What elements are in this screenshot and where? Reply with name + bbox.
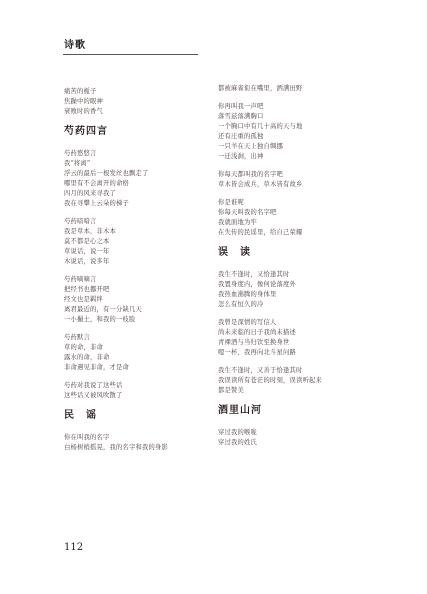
poem-line: 芍药对我说了这些话 (64, 382, 123, 389)
poem-line: 痛苦的栀子 (64, 88, 97, 95)
poem-line: 你再叫我一声吧 (218, 103, 264, 110)
poem-line: 把经书也挪开吧 (64, 286, 110, 293)
poem-line: 芍药默言 (64, 334, 90, 341)
poem-line: 我“将离” (64, 160, 91, 167)
section-title: 诗歌 (64, 40, 86, 51)
poem-line: 一小撮土，和我的一枝脸 (64, 316, 136, 323)
poem-line: 经文也是羁绊 (64, 296, 103, 303)
poem-line: 芍药喑喑言 (64, 218, 97, 225)
poem-line: 你是谁呢 (218, 199, 244, 206)
stanza (218, 318, 368, 358)
poem-line: 你每天都叫我的名字吧 (218, 171, 283, 178)
poem-line: 四月的风来寻我了 (64, 190, 116, 197)
stanza (218, 198, 368, 238)
poem-line: 芍药嘀嘀言 (64, 276, 97, 283)
poem-line: 穿过我的喉咙 (218, 429, 257, 436)
poem-line: 我在寻攀上云朵的梯子 (64, 200, 129, 207)
stanza (64, 275, 214, 325)
stanza (64, 381, 214, 401)
poem-line: 我就面地为牢 (218, 219, 257, 226)
header-rule (63, 54, 198, 55)
page-number: 112 (64, 542, 84, 553)
poem-line: 我生不逢时，又恰逢其时 (218, 271, 290, 278)
stanza (64, 433, 214, 453)
poem-line: 穿过我的姓氏 (218, 439, 257, 446)
poem-line: 你每天叫我的名字吧 (218, 209, 277, 216)
poem-title: 民 谣 (64, 410, 97, 421)
poem-line: 离君最近的，有一分缺几天 (64, 306, 142, 313)
poem-line: 我置身度内，像何论落度外 (218, 281, 296, 288)
poem-line: 一个胸口中有几十高的天与地 (218, 123, 303, 130)
poem-line: 芍药悠悠言 (64, 150, 97, 157)
poem-line: 一只羊在天上独自绸挪 (218, 143, 283, 150)
poem-line: 草木皆会成兵，草木皆有故乡 (218, 181, 303, 188)
poem-line: 莫不都是心之本 (64, 238, 110, 245)
stanza (64, 149, 214, 209)
poem-line: 还有庄重的孤独 (218, 133, 264, 140)
poem-line: 焦躁中的眼神 (64, 98, 103, 105)
stanza (64, 87, 214, 117)
poem-line: 怎么有恒久的冷 (218, 301, 264, 308)
poem-line: 一迁浅涧，出神 (218, 153, 264, 160)
stanza (218, 366, 368, 396)
stanza (64, 333, 214, 373)
poem-line: 草说话，说一年 (64, 248, 110, 255)
poem-line: 都被麻雀衔在嘴里，洒满田野 (218, 85, 303, 92)
poem-line: 衰败时的香气 (64, 108, 103, 115)
poem-line: 露水的命，非命 (64, 354, 110, 361)
poem-line: 你在叫我的名字 (64, 434, 110, 441)
poem-line: 木说话，说多年 (64, 258, 110, 265)
poem-line: 我生不逢时，又善于恰逢其时 (218, 367, 303, 374)
stanza (218, 102, 368, 162)
poem-title: 芍药四言 (64, 126, 108, 137)
poem-line: 落雪兹落满胸口 (218, 113, 264, 120)
right-column (218, 84, 368, 456)
poem-line: 青裸酒与当归饮至换身世 (218, 339, 290, 346)
poem-line: 在失传的民谣里，给自己荣耀 (218, 229, 303, 236)
poem-line: 我曾是深情的写信人 (218, 319, 277, 326)
poem-line: 嗯一杯，我再向北斗星问路 (218, 349, 296, 356)
poem-line: 哪里有不会离开的命格 (64, 180, 129, 187)
poem-line: 我误读所有苍茫的时刻，误读听起来 (218, 377, 322, 384)
poem-line: 这些话又被风吹散了 (64, 392, 123, 399)
poem-title: 酒里山河 (218, 405, 262, 416)
poem-line: 我是草本，非木本 (64, 228, 116, 235)
poem-line: 草的命，非命 (64, 344, 103, 351)
stanza (218, 84, 368, 94)
left-column (64, 87, 214, 461)
poem-line: 我热血沸腾的身体里 (218, 291, 277, 298)
stanza (64, 217, 214, 267)
poem-line: 非命遇见非命，才是命 (64, 364, 129, 371)
poem-line: 尚未来临的日子我尚未描述 (218, 329, 296, 336)
poem-line: 浮云的最后一根发丝也飘走了 (64, 170, 149, 177)
stanza (218, 270, 368, 310)
poem-title: 误 读 (218, 247, 251, 258)
poem-line: 白杨树梢摇晃，我的名字和我的身影 (64, 444, 168, 451)
stanza (218, 170, 368, 190)
poem-line: 都是赞美 (218, 387, 244, 394)
stanza (218, 428, 368, 448)
